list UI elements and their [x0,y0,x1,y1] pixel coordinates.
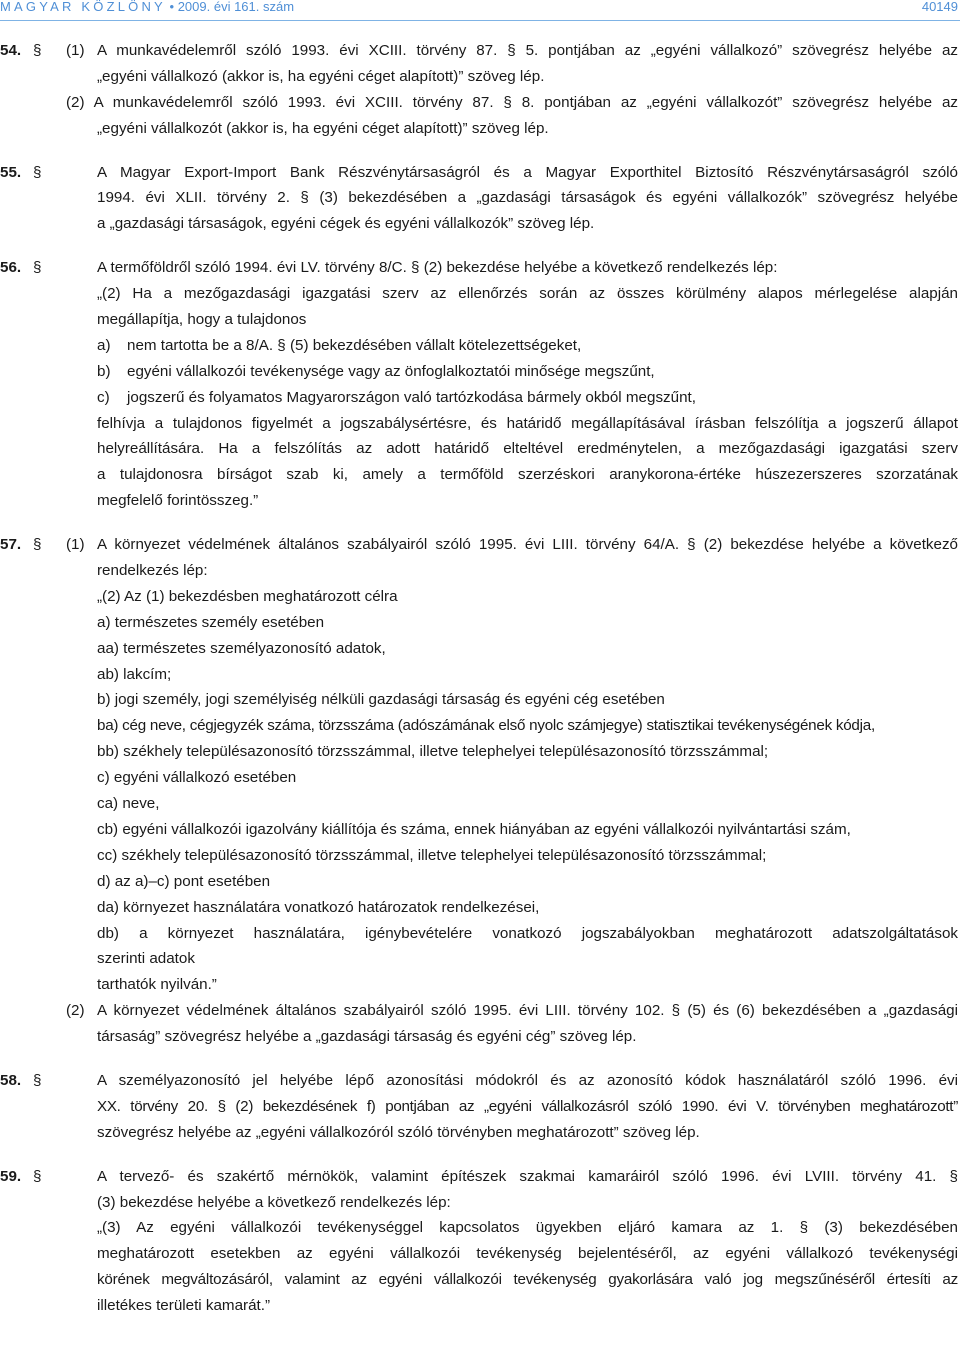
paragraph-text: cb) egyéni vállalkozói igazolvány kiállítója és száma, ennek hiányában az egyéni vállalkozói nyilvántartási szám, [97,820,851,838]
section-56-line-7 [0,488,960,514]
issue-label: 2009. évi 161. szám [177,0,295,14]
section-number: 55. [0,163,22,181]
paragraph-text: meghatározott esetekben az egyéni vállalkozói tevékenység bejelentéséről, az egyéni vállalkozó tevékenységi [97,1245,958,1263]
section-57-line-5 [0,636,960,662]
section-54-line-4 [0,116,960,142]
section-57-line-18 [0,972,960,998]
paragraph-text: (3) bekezdése helyébe a következő rendelkezés lép: [97,1193,451,1211]
section-number: 57. [0,536,22,554]
section-55-line-1 [0,160,960,186]
section-number: 59. [0,1167,22,1185]
spacer [0,142,960,160]
subsection-label: (1) [66,42,85,59]
spacer [0,1050,960,1068]
section-54-line-1 [0,38,960,64]
section-57-line-6 [0,662,960,688]
list-item-a [0,333,960,359]
subsection-label: (1) [66,536,85,554]
paragraph-text: b) jogi személy, jogi személyiség nélküli gazdasági társaság és egyéni cég esetében [97,691,665,709]
paragraph-text: d) az a)–c) pont esetében [97,872,271,890]
list-item-c [0,385,960,411]
paragraph-text: (2) A munkavédelemről szóló 1993. évi XCIII. törvény 87. § 8. pontjában az „egyéni vállalkozót” szövegrész helyébe az [66,93,958,111]
list-label: a) [97,336,111,354]
paragraph-text: c) egyéni vállalkozó esetében [97,769,297,787]
paragraph-text: A személyazonosító jel helyébe lépő azonosítási módokról és az azonosító kódok használatáról szóló 1996. évi [97,1071,958,1089]
paragraph-text: ab) lakcím; [97,665,172,683]
paragraph-text: a) természetes személy esetében [97,613,325,631]
section-59-line-4 [0,1241,960,1267]
page-number: 40149 [921,0,958,14]
journal-header: MAGYAR KÖZLÖNY • 2009. évi 161. szám [0,0,295,14]
section-57-line-13 [0,843,960,869]
list-label: b) [97,362,111,380]
section-56-line-1 [0,255,960,281]
paragraph-text: A termőföldről szóló 1994. évi LV. törvény 8/C. § (2) bekezdése helyébe a következő rendelkezés lép: [97,259,778,277]
section-55-line-3 [0,211,960,237]
paragraph-text: da) környezet használatára vonatkozó határozatok rendelkezései, [97,898,540,916]
section-57-line-19 [0,998,960,1024]
paragraph-text: „egyéni vállalkozó (akkor is, ha egyéni céget alapított)” szöveg lép. [97,67,545,85]
section-57-line-11 [0,791,960,817]
paragraph-text: szövegrész helyébe az „egyéni vállalkozóról szóló törvényben meghatározott” szöveg lép. [97,1123,700,1141]
paragraph-text: a „gazdasági társaságok, egyéni cégek és egyéni vállalkozók” szöveg lép. [97,215,595,233]
section-sign: § [33,259,42,277]
section-54-line-3 [0,90,960,116]
section-57-line-15 [0,895,960,921]
paragraph-text: aa) természetes személyazonosító adatok, [97,639,386,657]
spacer [0,237,960,255]
section-57-line-12 [0,817,960,843]
paragraph-text: „egyéni vállalkozót (akkor is, ha egyéni céget alapított)” szöveg lép. [97,119,549,137]
section-57-line-4 [0,610,960,636]
paragraph-text: felhívja a tulajdonos figyelmét a jogszabálysértésre, és határidő megállapításával írásban felszólítja a jogszerű állapot [97,414,958,432]
paragraph-text: megfelelő forintösszeg.” [97,492,259,510]
section-56-line-5 [0,436,960,462]
paragraph-text: A tervező- és szakértő mérnökök, valamint építészek szakmai kamaráiról szóló 1996. évi LVIII. törvény 41. § [97,1167,958,1185]
section-sign: § [33,163,42,181]
list-text: jogszerű és folyamatos Magyarországon való tartózkodása bármely okból megszűnt, [127,388,696,406]
section-number: 54. [0,42,22,59]
section-57-line-8 [0,713,960,739]
section-sign: § [33,1167,42,1185]
list-item-b [0,359,960,385]
paragraph-text: megállapítja, hogy a tulajdonos [97,311,307,329]
section-57-line-20 [0,1024,960,1050]
section-55-line-2 [0,185,960,211]
section-59-line-6 [0,1293,960,1319]
paragraph-text: A Magyar Export-Import Bank Részvénytársaságról és a Magyar Exporthitel Biztosító Részvénytársaságról szóló [97,163,958,181]
section-sign: § [33,42,42,59]
spacer [0,1146,960,1164]
section-59-line-1 [0,1164,960,1190]
paragraph-text: szerinti adatok [97,950,195,968]
paragraph-text: A környezet védelmének általános szabályairól szóló 1995. évi LIII. törvény 102. § (5) és (6) bekezdésében a „gazdasági [97,1002,958,1020]
section-57-line-1 [0,532,960,558]
section-59-line-2 [0,1190,960,1216]
paragraph-text: rendelkezés lép: [97,562,208,580]
list-label: c) [97,388,110,406]
list-text: nem tartotta be a 8/A. § (5) bekezdésében vállalt kötelezettségeket, [127,336,582,354]
section-57-line-7 [0,687,960,713]
section-57-line-16 [0,921,960,947]
paragraph-text: „(3) Az egyéni vállalkozói tevékenységgel kapcsolatos ügyekben eljáró kamara az 1. § (3) bekezdésében [97,1219,958,1237]
section-57-line-14 [0,869,960,895]
section-sign: § [33,1071,42,1089]
paragraph-text: cc) székhely településazonosító törzsszámmal, illetve telephelyei településazonosító törzsszámmal; [97,846,767,864]
section-56-line-6 [0,462,960,488]
paragraph-text: társaság” szövegrész helyébe a „gazdasági társaság és egyéni cég” szöveg lép. [97,1028,637,1046]
section-56-line-2 [0,281,960,307]
paragraph-text: tarthatók nyilván.” [97,976,217,994]
section-54-line-2 [0,64,960,90]
section-57-line-3 [0,584,960,610]
section-58-line-1 [0,1068,960,1094]
paragraph-text: „(2) Ha a mezőgazdasági igazgatási szerv az ellenőrzés során az összes körülmény alapos mérlegelése alapján [97,285,958,303]
section-number: 58. [0,1071,22,1089]
paragraph-text: A munkavédelemről szóló 1993. évi XCIII. törvény 87. § 5. pontjában az „egyéni vállalkozó” szövegrész helyébe az [97,42,958,59]
paragraph-text: körének megváltozásáról, valamint az egyéni vállalkozói tevékenység gyakorlására való jog megszűnéséről értesíti az [97,1271,958,1289]
section-58-line-3 [0,1120,960,1146]
section-56-line-4 [0,411,960,437]
paragraph-text: ba) cég neve, cégjegyzék száma, törzsszáma (adószámának első nyolc számjegye) statisztikai tevékenységének kódja, [97,717,875,735]
paragraph-text: A környezet védelmének általános szabályairól szóló 1995. évi LIII. törvény 64/A. § (2) bekezdése helyébe a következő [97,536,958,554]
paragraph-text: „(2) Az (1) bekezdésben meghatározott célra [97,587,398,605]
list-text: egyéni vállalkozói tevékenysége vagy az önfoglalkoztatói minősége megszűnt, [127,362,655,380]
section-58-line-2 [0,1094,960,1120]
document-body [0,38,960,1319]
paragraph-text: ca) neve, [97,795,160,813]
paragraph-text: helyreállítására. Ha a felszólítás az adott határidő elteltével eredménytelen, a mezőgazdasági igazgatási szerv [97,440,958,458]
spacer [0,514,960,532]
section-57-line-17 [0,946,960,972]
section-56-line-3 [0,307,960,333]
paragraph-text: db) a környezet használatára, igénybevételére vonatkozó jogszabályokban meghatározott adatszolgáltatások [97,924,958,942]
header-rule [0,20,960,21]
paragraph-text: illetékes területi kamarát.” [97,1297,271,1315]
journal-title: MAGYAR KÖZLÖNY [0,0,166,14]
subsection-label: (2) [66,1002,85,1020]
section-57-line-9 [0,739,960,765]
section-57-line-10 [0,765,960,791]
section-57-line-2 [0,558,960,584]
section-59-line-5 [0,1267,960,1293]
paragraph-text: a tulajdonosra bírságot szab ki, amely a termőföld szerzéskori aranykorona-értéke húszezerszeres szorzatának [97,466,958,484]
page-header [0,0,960,14]
paragraph-text: 1994. évi XLII. törvény 2. § (3) bekezdésében a „gazdasági társaságok és egyéni vállalkozók” szövegrész helyébe [97,189,958,207]
paragraph-text: bb) székhely településazonosító törzsszámmal, illetve telephelyei településazonosító törzsszámmal; [97,743,769,761]
section-number: 56. [0,259,22,277]
section-59-line-3 [0,1215,960,1241]
paragraph-text: XX. törvény 20. § (2) bekezdésének f) pontjában az „egyéni vállalkozásról szóló 1990. évi V. törvényben meghatározott” [97,1097,958,1115]
section-sign: § [33,536,42,554]
